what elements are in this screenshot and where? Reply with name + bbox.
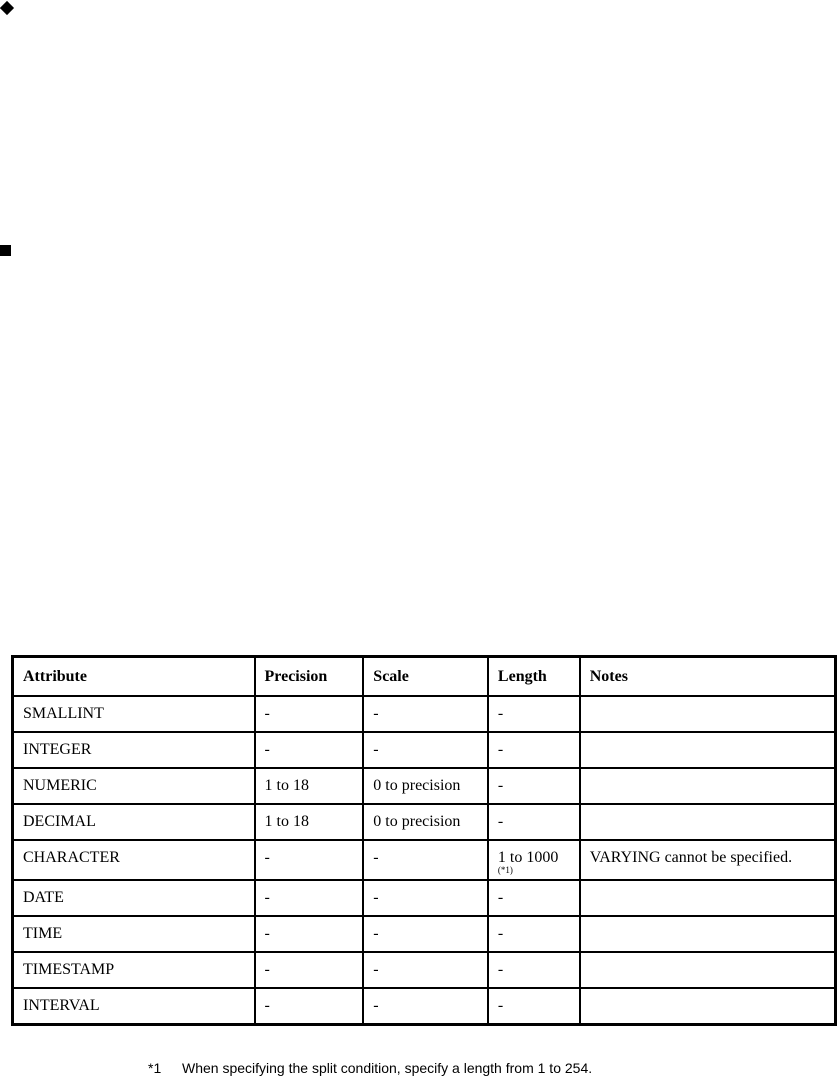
cell-length: - bbox=[488, 880, 580, 916]
header-notes: Notes bbox=[580, 657, 836, 697]
table-row bbox=[13, 696, 836, 732]
footnote bbox=[148, 1060, 592, 1076]
cell-attribute: INTERVAL bbox=[13, 988, 255, 1025]
footnote-text: When specifying the split condition, specify a length from 1 to 254. bbox=[182, 1060, 593, 1076]
cell-precision: - bbox=[255, 988, 364, 1025]
cell-precision: - bbox=[255, 952, 364, 988]
cell-length bbox=[488, 840, 580, 880]
cell-length-value: 1 to 1000 bbox=[497, 849, 559, 866]
cell-attribute: DATE bbox=[13, 880, 255, 916]
table-header-row bbox=[13, 657, 836, 697]
cell-scale: - bbox=[363, 880, 488, 916]
cell-length: - bbox=[488, 732, 580, 768]
cell-attribute: TIMESTAMP bbox=[13, 952, 255, 988]
header-scale: Scale bbox=[363, 657, 488, 697]
cell-scale: - bbox=[363, 952, 488, 988]
cell-notes bbox=[580, 696, 836, 732]
cell-notes bbox=[580, 952, 836, 988]
cell-attribute: SMALLINT bbox=[13, 696, 255, 732]
cell-length: - bbox=[488, 804, 580, 840]
table-row bbox=[13, 988, 836, 1025]
cell-attribute: NUMERIC bbox=[13, 768, 255, 804]
table-row bbox=[13, 880, 836, 916]
table-row bbox=[13, 916, 836, 952]
table-row bbox=[13, 952, 836, 988]
square-bullet-icon bbox=[0, 245, 11, 256]
cell-length: - bbox=[488, 768, 580, 804]
cell-notes bbox=[580, 880, 836, 916]
cell-scale: 0 to precision bbox=[363, 804, 488, 840]
cell-precision: - bbox=[255, 880, 364, 916]
cell-precision: - bbox=[255, 732, 364, 768]
header-length: Length bbox=[488, 657, 580, 697]
cell-precision: - bbox=[255, 840, 364, 880]
table-row bbox=[13, 768, 836, 804]
attribute-table bbox=[11, 655, 837, 1026]
cell-length: - bbox=[488, 952, 580, 988]
footnote-mark: *1 bbox=[148, 1060, 162, 1076]
cell-length: - bbox=[488, 696, 580, 732]
cell-length: - bbox=[488, 916, 580, 952]
cell-attribute: TIME bbox=[13, 916, 255, 952]
cell-precision: 1 to 18 bbox=[255, 804, 364, 840]
cell-precision: - bbox=[255, 916, 364, 952]
header-precision: Precision bbox=[255, 657, 364, 697]
cell-notes bbox=[580, 804, 836, 840]
cell-notes bbox=[580, 916, 836, 952]
cell-scale: - bbox=[363, 732, 488, 768]
cell-length: - bbox=[488, 988, 580, 1025]
cell-scale: - bbox=[363, 988, 488, 1025]
footnote-reference: (*1) bbox=[497, 865, 513, 875]
cell-scale: - bbox=[363, 840, 488, 880]
table-row bbox=[13, 732, 836, 768]
diamond-bullet-icon bbox=[0, 1, 14, 15]
cell-notes: VARYING cannot be specified. bbox=[580, 840, 836, 880]
cell-notes bbox=[580, 988, 836, 1025]
table-row bbox=[13, 804, 836, 840]
cell-precision: - bbox=[255, 696, 364, 732]
table-row bbox=[13, 840, 836, 880]
header-attribute: Attribute bbox=[13, 657, 255, 697]
cell-scale: - bbox=[363, 696, 488, 732]
cell-attribute: CHARACTER bbox=[13, 840, 255, 880]
cell-attribute: INTEGER bbox=[13, 732, 255, 768]
cell-notes bbox=[580, 732, 836, 768]
cell-attribute: DECIMAL bbox=[13, 804, 255, 840]
cell-notes bbox=[580, 768, 836, 804]
cell-scale: 0 to precision bbox=[363, 768, 488, 804]
cell-precision: 1 to 18 bbox=[255, 768, 364, 804]
cell-scale: - bbox=[363, 916, 488, 952]
